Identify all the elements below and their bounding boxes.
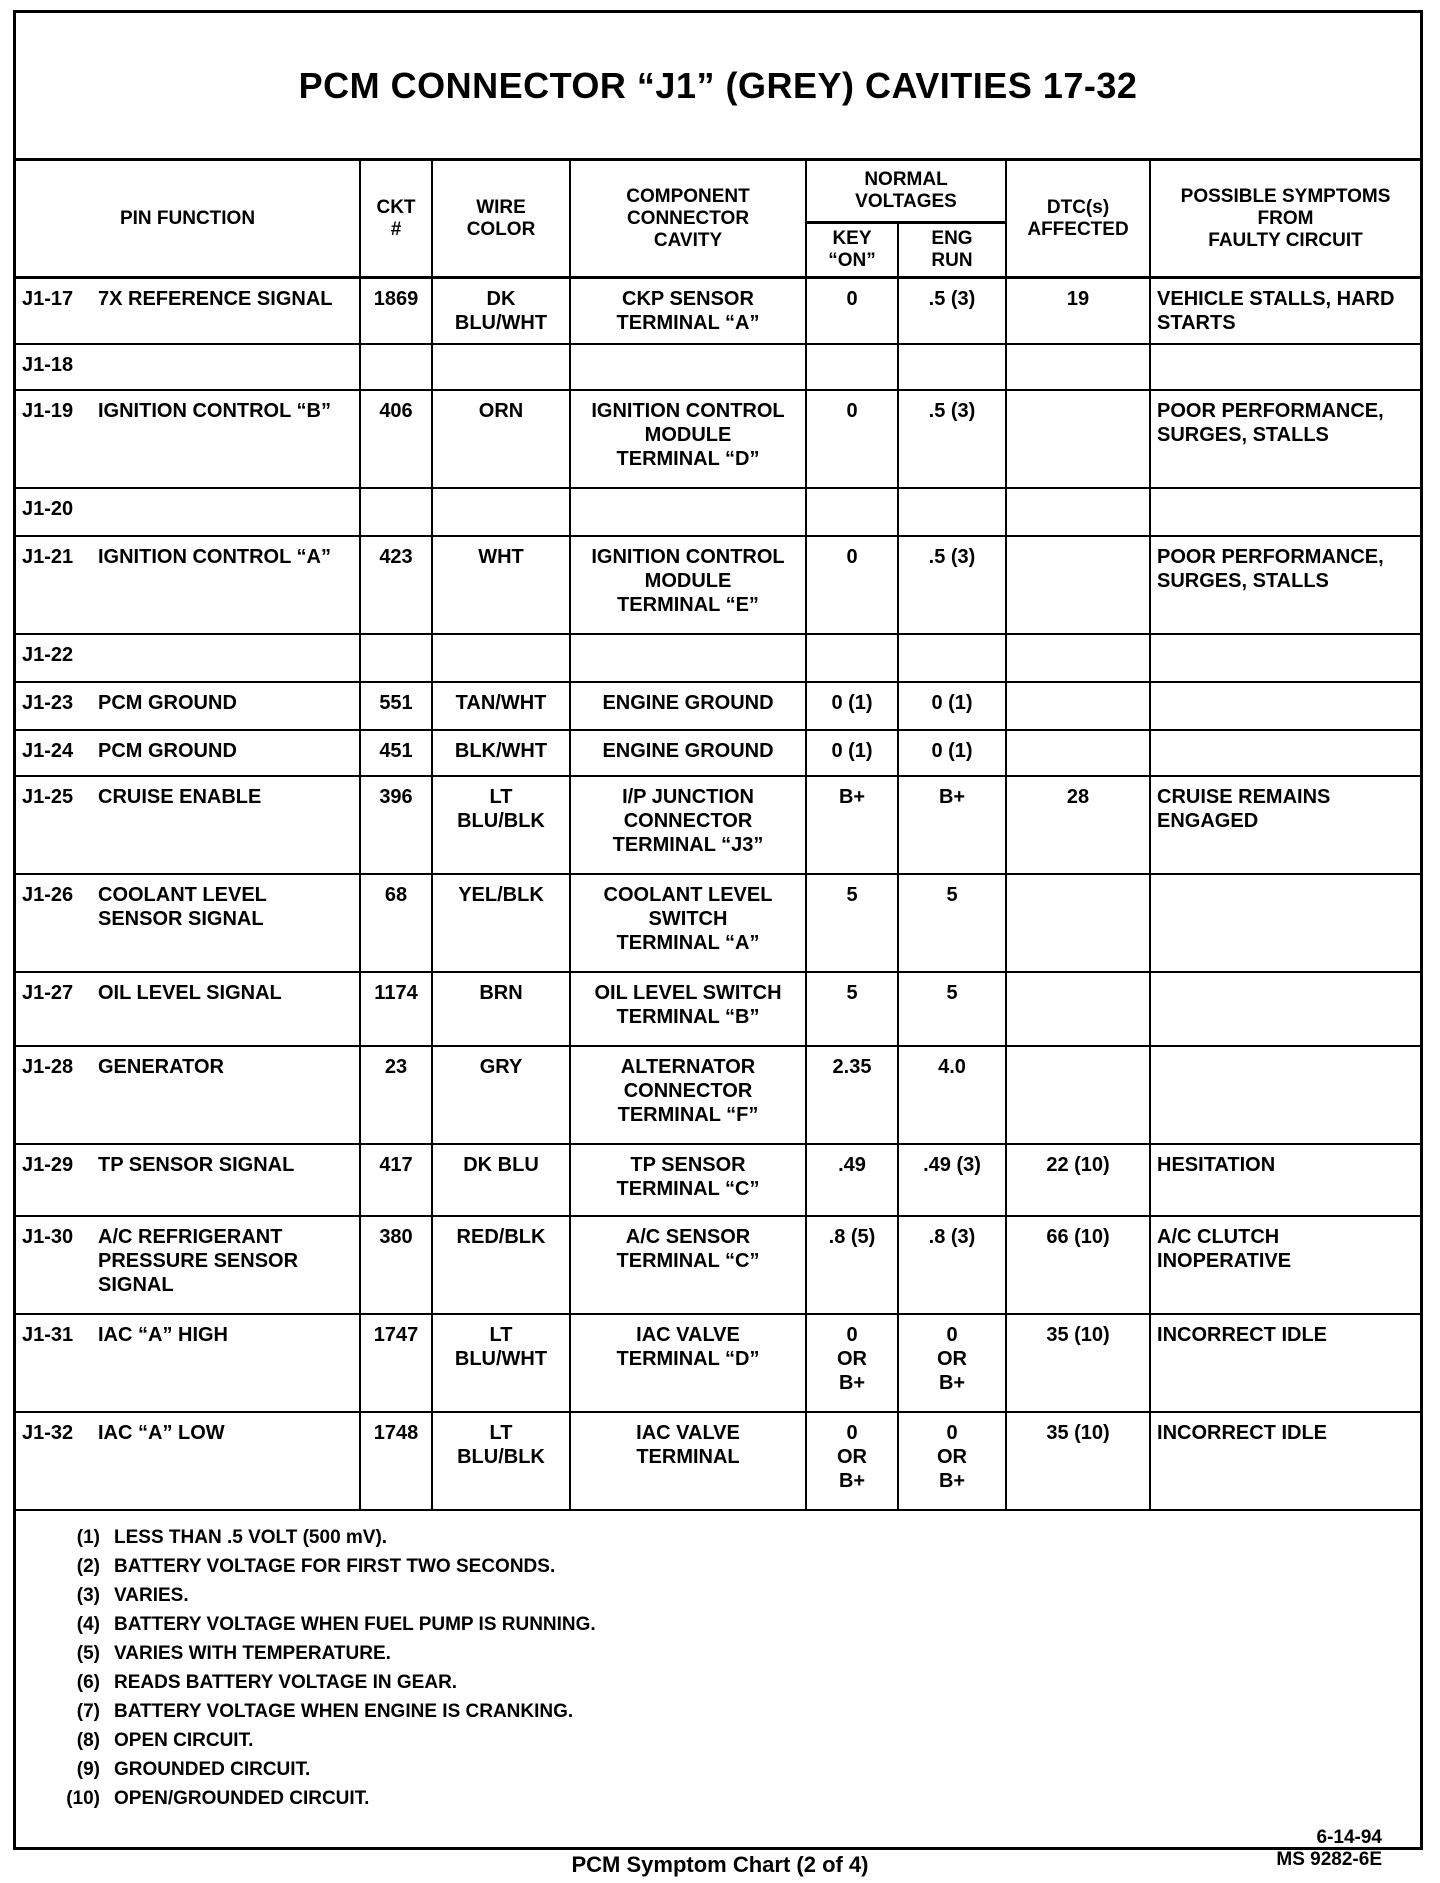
key-on-voltage-cell: 5 [806,972,898,1046]
key-on-voltage-cell: 0 (1) [806,682,898,730]
header-ckt: CKT # [360,161,432,278]
wire-color-cell: BLK/WHT [432,730,570,776]
wire-color-cell [432,634,570,682]
pin-id: J1-23 [22,692,74,714]
table-row [16,1314,1420,1412]
symptoms-cell: INCORRECT IDLE [1150,1314,1420,1412]
footnote [16,1697,1420,1726]
symptoms-cell [1150,972,1420,1046]
wire-color-cell [432,488,570,536]
footnote-text: GROUNDED CIRCUIT. [114,1759,311,1780]
pin-id: J1-28 [22,1056,74,1078]
pin-function-cell [16,278,360,345]
header-dtc: DTC(s) AFFECTED [1006,161,1150,278]
eng-run-voltage-cell: 5 [898,874,1006,972]
pin-id: J1-26 [22,884,74,906]
key-on-voltage-cell: 0 [806,390,898,488]
pin-id: J1-22 [22,644,74,666]
pin-id: J1-21 [22,546,74,568]
key-on-voltage-cell: 0 [806,536,898,634]
footnote-text: BATTERY VOLTAGE FOR FIRST TWO SECONDS. [114,1556,556,1577]
key-on-voltage-cell: 0 (1) [806,730,898,776]
header-key-on: KEY “ON” [806,223,898,278]
footnote [16,1523,1420,1552]
pin-function-cell [16,488,360,536]
pin-function-cell [16,1216,360,1314]
header-eng-run: ENG RUN [898,223,1006,278]
footnote-text: LESS THAN .5 VOLT (500 mV). [114,1527,388,1548]
dtc-cell: 35 (10) [1006,1314,1150,1412]
dtc-cell: 22 (10) [1006,1144,1150,1216]
table-row [16,682,1420,730]
eng-run-voltage-cell [898,488,1006,536]
footnote-number: (1) [76,1527,100,1548]
component-cell: ENGINE GROUND [570,730,806,776]
eng-run-voltage-cell: 0 OR B+ [898,1314,1006,1412]
wire-color-cell: RED/BLK [432,1216,570,1314]
wire-color-cell: DK BLU/WHT [432,278,570,345]
symptoms-cell: A/C CLUTCH INOPERATIVE [1150,1216,1420,1314]
ckt-cell: 451 [360,730,432,776]
component-cell: ENGINE GROUND [570,682,806,730]
table-row [16,344,1420,390]
footnote-text: OPEN/GROUNDED CIRCUIT. [114,1788,370,1809]
dtc-cell [1006,634,1150,682]
ckt-cell [360,344,432,390]
ckt-cell: 1747 [360,1314,432,1412]
key-on-voltage-cell [806,488,898,536]
pin-function: 7X REFERENCE SIGNAL [98,288,333,310]
component-cell: IGNITION CONTROL MODULE TERMINAL “D” [570,390,806,488]
pin-function: CRUISE ENABLE [98,786,262,808]
key-on-voltage-cell: 0 OR B+ [806,1314,898,1412]
dtc-cell [1006,730,1150,776]
pin-function: TP SENSOR SIGNAL [98,1154,295,1176]
pin-function-cell [16,682,360,730]
pin-function-cell [16,1046,360,1144]
table-row [16,634,1420,682]
eng-run-voltage-cell: .49 (3) [898,1144,1006,1216]
dtc-cell [1006,344,1150,390]
wire-color-cell [432,344,570,390]
footnote-number: (5) [76,1643,100,1664]
ckt-cell: 68 [360,874,432,972]
component-cell [570,344,806,390]
eng-run-voltage-cell: .8 (3) [898,1216,1006,1314]
eng-run-voltage-cell: 0 OR B+ [898,1412,1006,1510]
pin-id: J1-18 [22,354,74,376]
dtc-cell [1006,390,1150,488]
dtc-cell [1006,536,1150,634]
pin-id: J1-25 [22,786,74,808]
dtc-cell: 19 [1006,278,1150,345]
footnote [16,1755,1420,1784]
key-on-voltage-cell: .8 (5) [806,1216,898,1314]
table-row [16,536,1420,634]
wire-color-cell: ORN [432,390,570,488]
footnote-number: (4) [76,1614,100,1635]
footnote-list [16,1523,1420,1813]
key-on-voltage-cell: B+ [806,776,898,874]
ckt-cell [360,634,432,682]
table-row [16,730,1420,776]
footnote-text: VARIES. [114,1585,189,1606]
title-box [16,13,1420,161]
header-pin-function: PIN FUNCTION [16,161,360,278]
symptoms-cell [1150,730,1420,776]
footnote-number: (8) [76,1730,100,1751]
pin-function: COOLANT LEVEL SENSOR SIGNAL [98,884,267,930]
footnote-text: READS BATTERY VOLTAGE IN GEAR. [114,1672,458,1693]
pin-function: A/C REFRIGERANT PRESSURE SENSOR SIGNAL [98,1226,299,1296]
pin-function-cell [16,634,360,682]
pin-function-cell [16,730,360,776]
stamp-code: MS 9282-6E [1276,1849,1382,1870]
pin-function: IAC “A” HIGH [98,1324,228,1346]
symptoms-cell: POOR PERFORMANCE, SURGES, STALLS [1150,536,1420,634]
pin-function: IAC “A” LOW [98,1422,225,1444]
table-row [16,1144,1420,1216]
symptoms-cell: VEHICLE STALLS, HARD STARTS [1150,278,1420,345]
dtc-cell [1006,972,1150,1046]
eng-run-voltage-cell: .5 (3) [898,536,1006,634]
table-row [16,1046,1420,1144]
wire-color-cell: YEL/BLK [432,874,570,972]
pin-function: IGNITION CONTROL “B” [98,400,331,422]
symptoms-cell [1150,488,1420,536]
component-cell: IAC VALVE TERMINAL “D” [570,1314,806,1412]
dtc-cell: 35 (10) [1006,1412,1150,1510]
component-cell: IGNITION CONTROL MODULE TERMINAL “E” [570,536,806,634]
component-cell: IAC VALVE TERMINAL [570,1412,806,1510]
header-component: COMPONENT CONNECTOR CAVITY [570,161,806,278]
footnote-text: VARIES WITH TEMPERATURE. [114,1643,391,1664]
ckt-cell [360,488,432,536]
footnote-number: (6) [76,1672,100,1693]
eng-run-voltage-cell [898,344,1006,390]
pin-function-cell [16,972,360,1046]
component-cell: A/C SENSOR TERMINAL “C” [570,1216,806,1314]
component-cell: COOLANT LEVEL SWITCH TERMINAL “A” [570,874,806,972]
footnote [16,1726,1420,1755]
footnote [16,1639,1420,1668]
pin-id: J1-29 [22,1154,74,1176]
ckt-cell: 1174 [360,972,432,1046]
dtc-cell [1006,874,1150,972]
footnote-number: (7) [76,1701,100,1722]
dtc-cell [1006,488,1150,536]
footnote-number: (3) [76,1585,100,1606]
pin-function-cell [16,1314,360,1412]
pin-function: OIL LEVEL SIGNAL [98,982,282,1004]
header-symptoms: POSSIBLE SYMPTOMS FROM FAULTY CIRCUIT [1150,161,1420,278]
component-cell: I/P JUNCTION CONNECTOR TERMINAL “J3” [570,776,806,874]
ckt-cell: 417 [360,1144,432,1216]
symptoms-cell: POOR PERFORMANCE, SURGES, STALLS [1150,390,1420,488]
key-on-voltage-cell [806,344,898,390]
table-row [16,874,1420,972]
eng-run-voltage-cell: 4.0 [898,1046,1006,1144]
component-cell: CKP SENSOR TERMINAL “A” [570,278,806,345]
pin-id: J1-24 [22,740,74,762]
component-cell: ALTERNATOR CONNECTOR TERMINAL “F” [570,1046,806,1144]
wire-color-cell: BRN [432,972,570,1046]
pin-function: IGNITION CONTROL “A” [98,546,331,568]
ckt-cell: 406 [360,390,432,488]
pin-id: J1-19 [22,400,74,422]
symptoms-cell [1150,344,1420,390]
eng-run-voltage-cell: 0 (1) [898,682,1006,730]
component-cell: TP SENSOR TERMINAL “C” [570,1144,806,1216]
pin-id: J1-32 [22,1422,74,1444]
footnote-text: BATTERY VOLTAGE WHEN ENGINE IS CRANKING. [114,1701,574,1722]
wire-color-cell: LT BLU/BLK [432,776,570,874]
wire-color-cell: LT BLU/BLK [432,1412,570,1510]
wire-color-cell: WHT [432,536,570,634]
component-cell [570,488,806,536]
key-on-voltage-cell: .49 [806,1144,898,1216]
header-row [16,161,1420,223]
symptoms-cell [1150,1046,1420,1144]
pin-function: PCM GROUND [98,740,237,762]
eng-run-voltage-cell: .5 (3) [898,278,1006,345]
pin-function-cell [16,390,360,488]
pin-id: J1-17 [22,288,74,310]
table-row [16,278,1420,345]
wire-color-cell: GRY [432,1046,570,1144]
header-normal-voltages: NORMAL VOLTAGES [806,161,1006,223]
wire-color-cell: TAN/WHT [432,682,570,730]
eng-run-voltage-cell [898,634,1006,682]
wire-color-cell: DK BLU [432,1144,570,1216]
dtc-cell [1006,1046,1150,1144]
pin-id: J1-30 [22,1226,74,1248]
symptoms-cell [1150,682,1420,730]
pin-function: PCM GROUND [98,692,237,714]
ckt-cell: 396 [360,776,432,874]
ckt-cell: 1748 [360,1412,432,1510]
pin-id: J1-31 [22,1324,74,1346]
stamp-date: 6-14-94 [1316,1827,1382,1848]
footnote-text: OPEN CIRCUIT. [114,1730,254,1751]
pin-function-cell [16,536,360,634]
table-row [16,972,1420,1046]
key-on-voltage-cell [806,634,898,682]
footnote [16,1552,1420,1581]
ckt-cell: 551 [360,682,432,730]
footnote [16,1610,1420,1639]
key-on-voltage-cell: 5 [806,874,898,972]
component-cell: OIL LEVEL SWITCH TERMINAL “B” [570,972,806,1046]
footnote [16,1784,1420,1813]
ckt-cell: 423 [360,536,432,634]
footnote [16,1668,1420,1697]
table-row [16,1412,1420,1510]
table-row [16,1216,1420,1314]
footnote [16,1581,1420,1610]
page-title: PCM CONNECTOR “J1” (GREY) CAVITIES 17-32 [298,64,1138,106]
pin-function-cell [16,776,360,874]
eng-run-voltage-cell: .5 (3) [898,390,1006,488]
pin-function-cell [16,874,360,972]
table-row [16,776,1420,874]
symptoms-cell: INCORRECT IDLE [1150,1412,1420,1510]
pin-table [16,161,1420,1511]
wire-color-cell: LT BLU/WHT [432,1314,570,1412]
key-on-voltage-cell: 0 OR B+ [806,1412,898,1510]
pin-function: GENERATOR [98,1056,224,1078]
table-row [16,488,1420,536]
pin-function-cell [16,1144,360,1216]
footnotes [16,1511,1420,1883]
symptoms-cell [1150,874,1420,972]
dtc-cell: 28 [1006,776,1150,874]
dtc-cell [1006,682,1150,730]
page-caption: PCM Symptom Chart (2 of 4) [571,1852,869,1877]
pin-function-cell [16,1412,360,1510]
symptoms-cell: HESITATION [1150,1144,1420,1216]
ckt-cell: 1869 [360,278,432,345]
key-on-voltage-cell: 0 [806,278,898,345]
dtc-cell: 66 (10) [1006,1216,1150,1314]
footnote-text: BATTERY VOLTAGE WHEN FUEL PUMP IS RUNNING. [114,1614,596,1635]
key-on-voltage-cell: 2.35 [806,1046,898,1144]
pin-function-cell [16,344,360,390]
footnote-number: (2) [76,1556,100,1577]
ckt-cell: 380 [360,1216,432,1314]
eng-run-voltage-cell: 5 [898,972,1006,1046]
pin-id: J1-27 [22,982,74,1004]
pin-rows [16,278,1420,1511]
footnote-number: (10) [66,1788,100,1809]
header-wire-color: WIRE COLOR [432,161,570,278]
symptoms-cell: CRUISE REMAINS ENGAGED [1150,776,1420,874]
eng-run-voltage-cell: B+ [898,776,1006,874]
table-row [16,390,1420,488]
symptoms-cell [1150,634,1420,682]
eng-run-voltage-cell: 0 (1) [898,730,1006,776]
footnote-number: (9) [76,1759,100,1780]
ckt-cell: 23 [360,1046,432,1144]
component-cell [570,634,806,682]
pin-id: J1-20 [22,498,74,520]
